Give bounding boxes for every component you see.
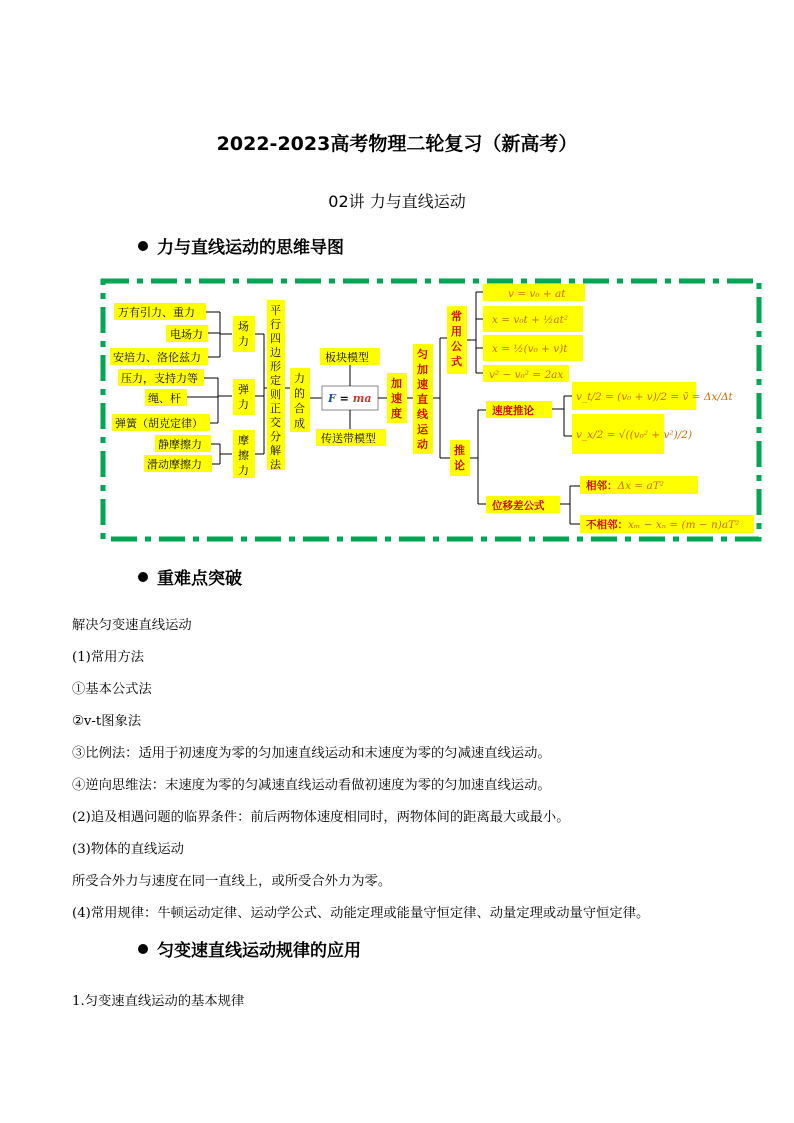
body-line: (4)常用规律：牛顿运动定律、运动学公式、动能定理或能量守恒定律、动量定理或动量守恒定律。: [72, 906, 650, 921]
newton-second-law: F = ma: [328, 392, 372, 405]
section-heading-key-points: [138, 564, 242, 589]
section-heading-text: 重难点突破: [157, 569, 242, 589]
formula-average-velocity: x = ½(v₀ + v)t: [492, 343, 568, 355]
section-heading-mindmap: [138, 233, 344, 258]
body-line: ①基本公式法: [72, 682, 152, 697]
item-static-friction: 静摩擦力: [158, 438, 202, 451]
body-line: (3)物体的直线运动: [72, 842, 184, 857]
velocity-formula-midpoint: v_x/2 = √((v₀² + v²)/2): [576, 429, 693, 441]
plate-model: 板块模型: [325, 351, 369, 364]
mind-map: [100, 278, 762, 544]
item-pressure-support: 压力，支持力等: [121, 372, 198, 385]
group-friction: 摩擦力: [238, 434, 249, 477]
section-heading-text: 力与直线运动的思维导图: [157, 238, 344, 258]
formula-displacement: x = v₀t + ½at²: [492, 314, 569, 326]
item-rope-rod: 绳、杆: [148, 392, 181, 405]
section-heading-text: 匀变速直线运动规律的应用: [157, 941, 361, 961]
velocity-inference: 速度推论: [492, 405, 534, 417]
parallelogram-rule: 平行四 边形定 则正交 分解法: [270, 304, 281, 471]
page-title: 2022-2023高考物理二轮复习（新高考）: [216, 133, 578, 155]
uniform-acceleration-motion: 匀加速 直线运动: [417, 348, 428, 451]
inference: 推论: [454, 444, 465, 472]
formula-velocity-displacement: v² − v₀² = 2ax: [489, 369, 564, 381]
item-spring: 弹簧（胡克定律）: [115, 417, 203, 430]
common-formulas: 常用公式: [451, 310, 462, 368]
body-line: 所受合外力与速度在同一直线上，或所受合外力为零。: [72, 874, 392, 889]
force-composition: 力的合成: [294, 372, 305, 430]
item-electric-force: 电场力: [170, 328, 203, 341]
item-sliding-friction: 滑动摩擦力: [147, 458, 202, 471]
bullet-icon: [138, 241, 148, 251]
body-line: ③比例法：适用于初速度为零的匀加速直线运动和末速度为零的匀减速直线运动。: [72, 746, 551, 761]
body-line: (1)常用方法: [72, 650, 145, 665]
item-ampere-lorentz: 安培力、洛伦兹力: [113, 351, 201, 364]
left-items: [110, 303, 212, 472]
bullet-icon: [138, 572, 148, 582]
body-line: 解决匀变速直线运动: [72, 618, 192, 633]
formula-velocity: v = v₀ + at: [508, 288, 566, 300]
displacement-difference: 位移差公式: [492, 500, 545, 512]
page-subtitle: 02讲 力与直线运动: [328, 192, 466, 211]
section-heading-application: [138, 936, 361, 961]
velocity-formula-midtime: v_t/2 = (v₀ + v)/2 = v̄ = Δx/Δt: [576, 391, 733, 403]
group-field-force: 场力: [238, 320, 249, 348]
body-line: ④逆向思维法：末速度为零的匀减速直线运动看做初速度为零的匀加速直线运动。: [72, 778, 551, 793]
acceleration: 加速度: [391, 377, 402, 420]
nonadjacent-formula: 不相邻：xₘ − xₙ = (m − n)aT²: [586, 519, 740, 531]
body-line: ②v-t图象法: [72, 714, 142, 729]
body-line: (2)追及相遇问题的临界条件：前后两物体速度相同时，两物体间的距离最大或最小。: [72, 810, 570, 825]
group-elastic-force: 弹力: [238, 383, 249, 411]
item-gravity: 万有引力、重力: [118, 306, 195, 319]
final-line: 1.匀变速直线运动的基本规律: [72, 994, 245, 1009]
bullet-icon: [138, 944, 148, 954]
belt-model: 传送带模型: [321, 432, 376, 445]
adjacent-formula: 相邻：Δx = aT²: [586, 480, 664, 492]
